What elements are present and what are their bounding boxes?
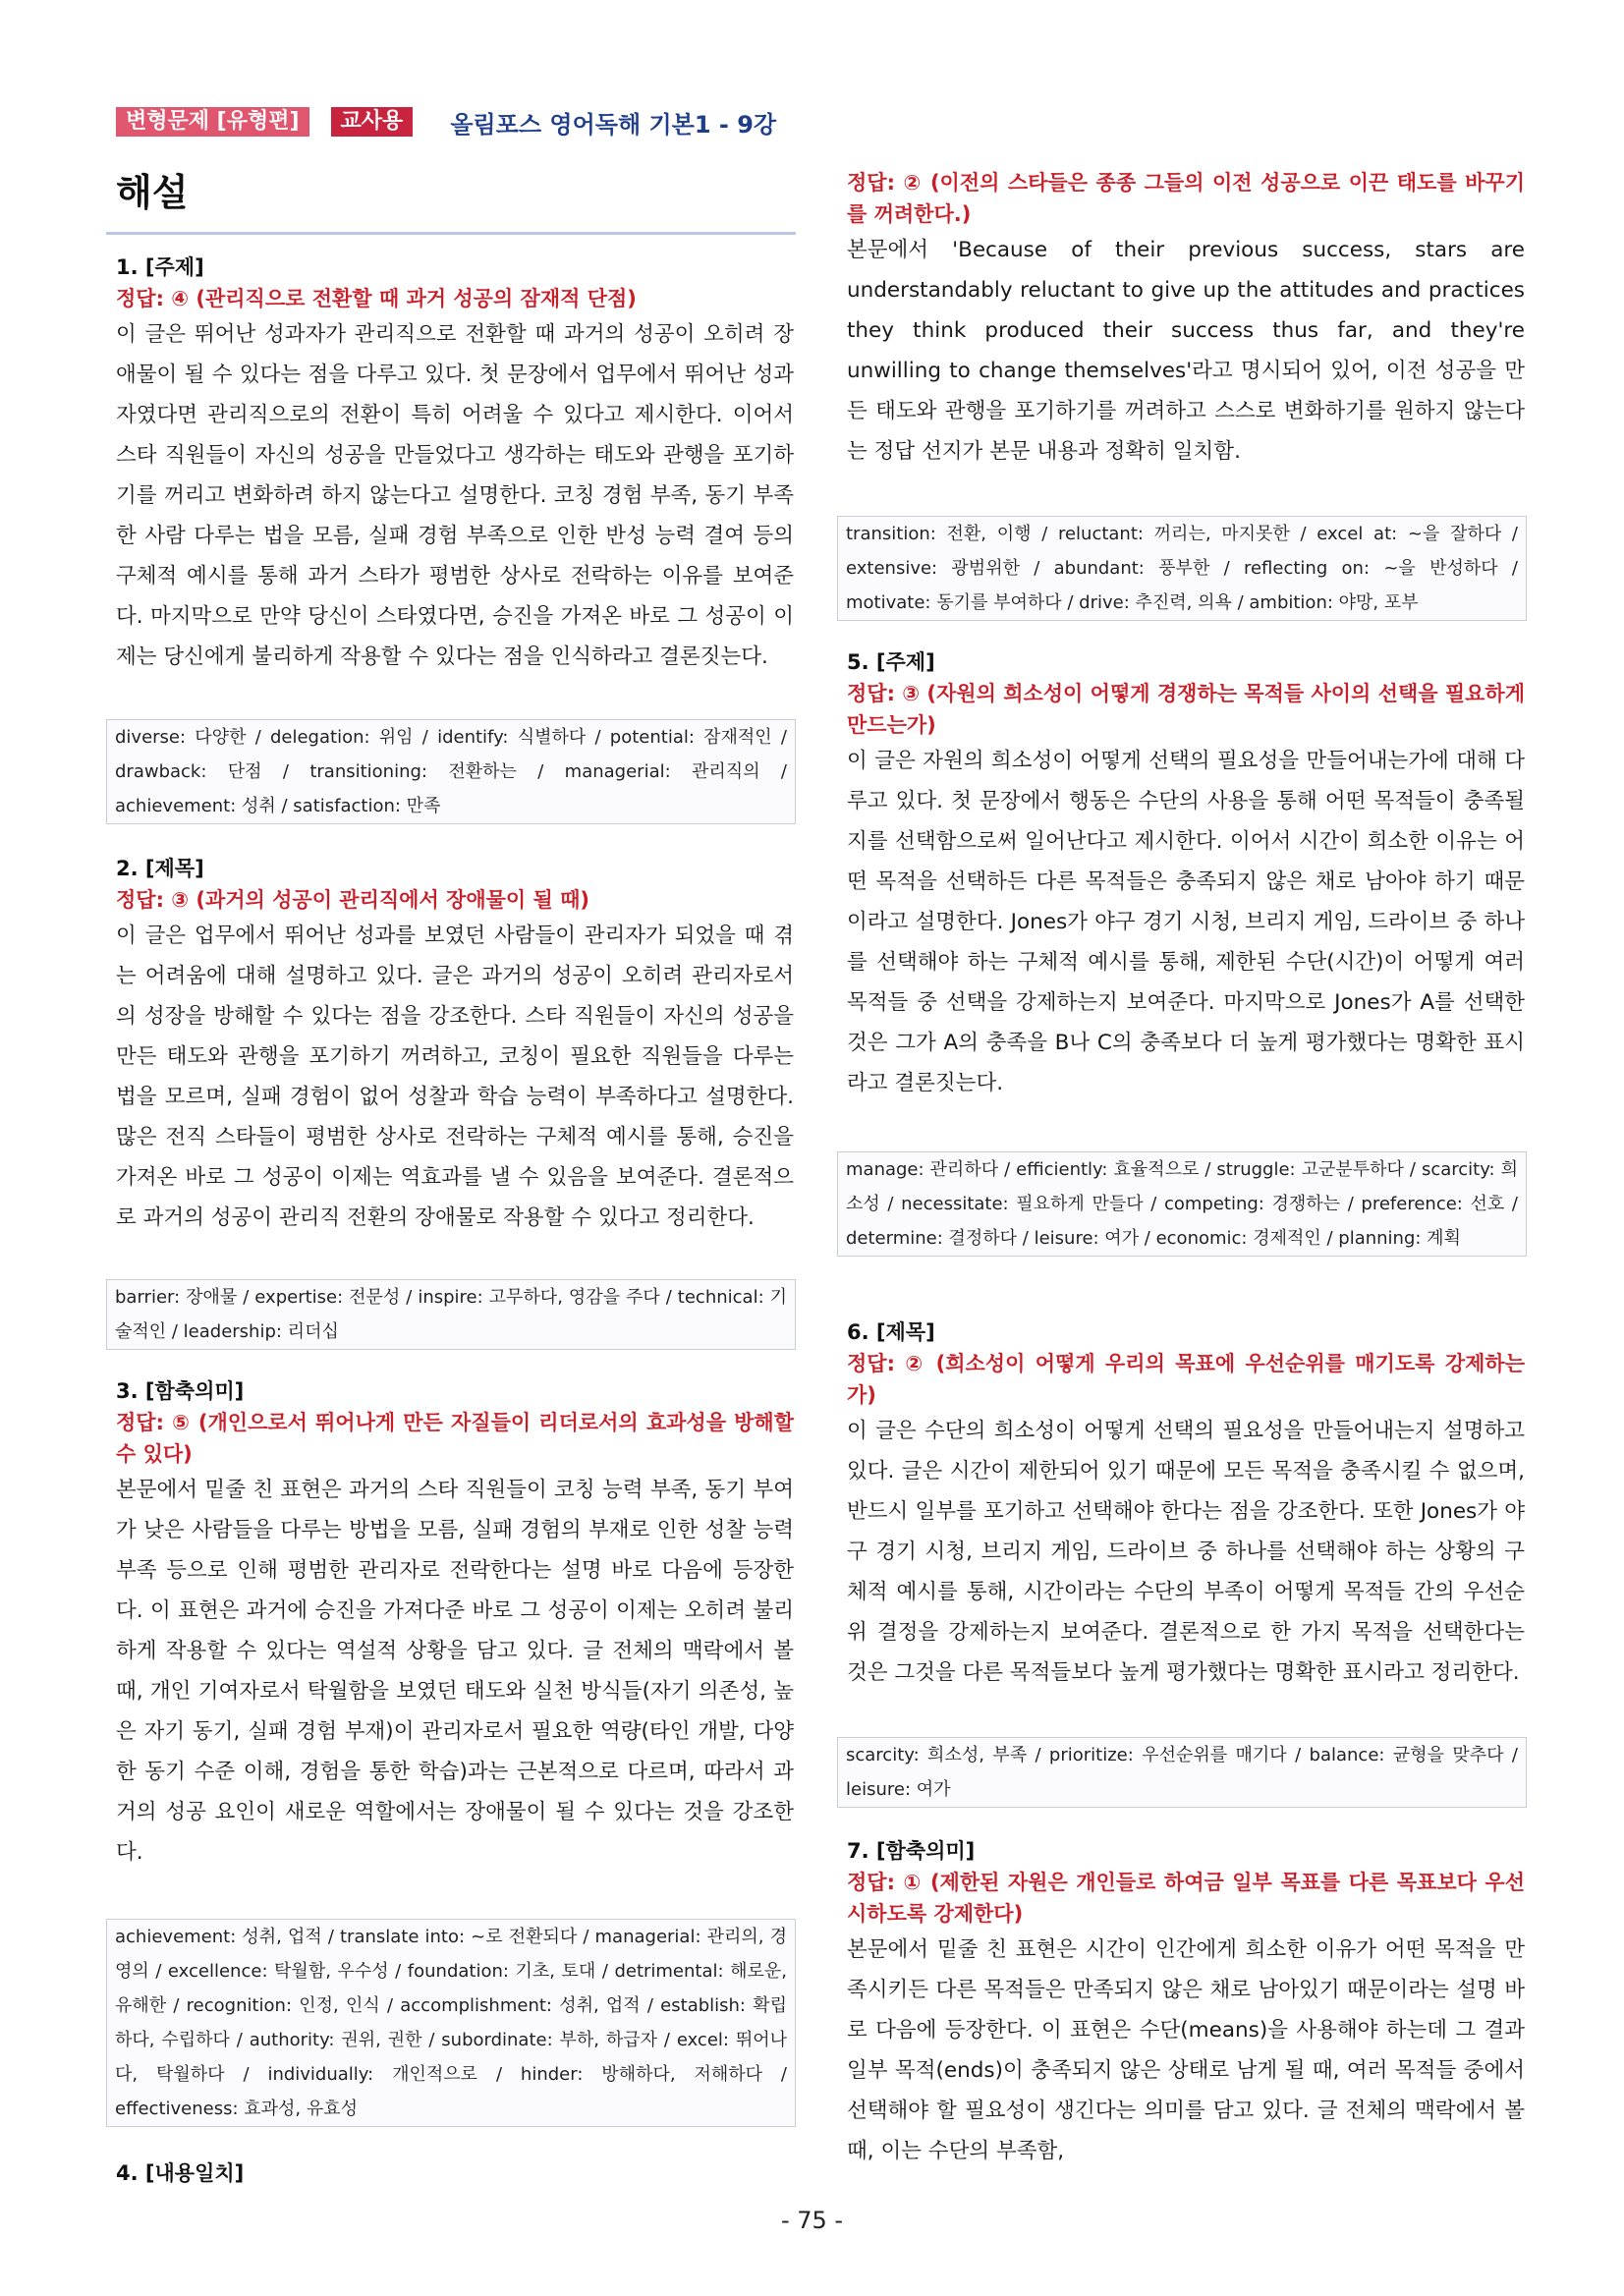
- explanation-text: 본문에서 'Because of their previous success, stars are understandably reluctant to give up the attitudes and practices they think produced their success thus far, and they're unwilling to change themselves'라고 명시되어 있어, 이전 성공을 만든 태도와 관행을 포기하기를 꺼려하고 스스로 변화하기를 원하지 않는다는 정답 선지가 본문 내용과 정확히 일치함.: [847, 238, 1525, 464]
- section-heading: 6. [제목]: [847, 1320, 935, 1344]
- section-heading: 3. [함축의미]: [116, 1379, 245, 1403]
- section-3: [116, 1375, 794, 1873]
- section-6: [847, 1316, 1525, 1693]
- answer-line: 정답: ④ (관리직으로 전환할 때 과거 성공의 잠재적 단점): [116, 287, 637, 310]
- section-1: [116, 252, 794, 677]
- answer-line: 정답: ③ (과거의 성공이 관리직에서 장애물이 될 때): [116, 888, 589, 912]
- book-title: 올림포스 영어독해 기본1 - 9강: [450, 110, 777, 139]
- title-divider: [106, 232, 796, 235]
- explanation-text: 이 글은 수단의 희소성이 어떻게 선택의 필요성을 만들어내는지 설명하고 있다. 글은 시간이 제한되어 있기 때문에 모든 목적을 충족시킬 수 없으며, 반드시 일부를 포기하고 선택해야 한다는 점을 강조한다. 또한 Jones가 야구 경기 시청, 브리지 게임, 드라이브 중 하나를 선택해야 하는 상황의 구체적 예시를 통해, 시간이라는 수단의 부족이 어떻게 목적들 간의 우선순위 결정을 강제하는지 보여준다. 결론적으로 한 가지 목적을 선택한다는 것은 그것을 다른 목적들보다 높게 평가했다는 명확한 표시라고 정리한다.: [847, 1419, 1525, 1685]
- explanation-text: 이 글은 업무에서 뛰어난 성과를 보였던 사람들이 관리자가 되었을 때 겪는 어려움에 대해 설명하고 있다. 글은 과거의 성공이 오히려 관리자로서의 성장을 방해할 수 있다는 점을 강조한다. 스타 직원들이 자신의 성공을 만든 태도와 관행을 포기하기 꺼려하고, 코칭이 필요한 직원들을 다루는 법을 모르며, 실패 경험이 없어 성찰과 학습 능력이 부족하다고 설명한다. 많은 전직 스타들이 평범한 상사로 전락하는 구체적 예시를 통해, 승진을 가져온 바로 그 성공이 이제는 역효과를 낼 수 있음을 보여준다. 결론적으로 과거의 성공이 관리직 전환의 장애물로 작용할 수 있다고 정리한다.: [116, 924, 794, 1230]
- page-number: - 75 -: [780, 2207, 844, 2234]
- explanation-text: 본문에서 밑줄 친 표현은 시간이 인간에게 희소한 이유가 어떤 목적을 만족시키든 다른 목적들은 만족되지 않은 채로 남아있기 때문이라는 설명 바로 다음에 등장한다. 이 표현은 수단(means)을 사용해야 하는데 그 결과 일부 목적(ends)이 충족되지 않은 상태로 남게 될 때, 여러 목적들 중에서 선택해야 할 필요성이 생긴다는 의미를 담고 있다. 글 전체의 맥락에서 볼 때, 이는 수단의 부족함,: [847, 1937, 1525, 2163]
- section-2: [116, 853, 794, 1238]
- answer-line: 정답: ② (희소성이 어떻게 우리의 목표에 우선순위를 매기도록 강제하는가): [847, 1352, 1525, 1407]
- teacher-tag: 교사용: [331, 107, 414, 137]
- explanation-text: 이 글은 뛰어난 성과자가 관리직으로 전환할 때 과거의 성공이 오히려 장애물이 될 수 있다는 점을 다루고 있다. 첫 문장에서 업무에서 뛰어난 성과자였다면 관리직으로의 전환이 특히 어려울 수 있다고 제시한다. 이어서 스타 직원들이 자신의 성공을 만들었다고 생각하는 태도와 관행을 포기하기를 꺼리고 변화하려 하지 않는다고 설명한다. 코칭 경험 부족, 동기 부족한 사람 다루는 법을 모름, 실패 경험 부족으로 인한 반성 능력 결여 등의 구체적 예시를 통해 과거 스타가 평범한 상사로 전락하는 이유를 보여준다. 마지막으로 만약 당신이 스타였다면, 승진을 가져온 바로 그 성공이 이제는 당신에게 불리하게 작용할 수 있다는 점을 인식하라고 결론짓는다.: [116, 322, 794, 669]
- vocab-box: manage: 관리하다 / efficiently: 효율적으로 / struggle: 고군분투하다 / scarcity: 희소성 / necessitate: 필요하게 만들다 / competing: 경쟁하는 / preference: 선호 / determine: 결정하다 / leisure: 여가 / economic: 경제적인 / planning: 계획: [837, 1151, 1527, 1257]
- explanation-text: 본문에서 밑줄 친 표현은 과거의 스타 직원들이 코칭 능력 부족, 동기 부여가 낮은 사람들을 다루는 방법을 모름, 실패 경험의 부재로 인한 성찰 능력 부족 등으로 인해 평범한 관리자로 전락한다는 설명 바로 다음에 등장한다. 이 표현은 과거에 승진을 가져다준 바로 그 성공이 이제는 오히려 불리하게 작용할 수 있다는 역설적 상황을 담고 있다. 글 전체의 맥락에서 볼 때, 개인 기여자로서 탁월함을 보였던 태도와 실천 방식들(자기 의존성, 높은 자기 동기, 실패 경험 부재)이 관리자로서 필요한 역량(타인 개발, 다양한 동기 수준 이해, 경험을 통한 학습)과는 근본적으로 다르며, 따라서 과거의 성공 요인이 새로운 역할에서는 장애물이 될 수 있다는 것을 강조한다.: [116, 1478, 794, 1865]
- vocab-box: diverse: 다양한 / delegation: 위임 / identify: 식별하다 / potential: 잠재적인 / drawback: 단점 / transitioning: 전환하는 / managerial: 관리직의 / achievement: 성취 / satisfaction: 만족: [106, 719, 796, 824]
- answer-line: 정답: ① (제한된 자원은 개인들로 하여금 일부 목표를 다른 목표보다 우선시하도록 강제한다): [847, 1871, 1525, 1926]
- section-4: [847, 167, 1525, 472]
- page-header: [116, 106, 776, 138]
- answer-line: 정답: ③ (자원의 희소성이 어떻게 경쟁하는 목적들 사이의 선택을 필요하게 만드는가): [847, 682, 1525, 737]
- vocab-box: scarcity: 희소성, 부족 / prioritize: 우선순위를 매기다 / balance: 균형을 맞추다 / leisure: 여가: [837, 1737, 1527, 1808]
- section-heading: 4. [내용일치]: [116, 2161, 245, 2185]
- vocab-box: achievement: 성취, 업적 / translate into: ~로 전환되다 / managerial: 관리의, 경영의 / excellence: 탁월함, 우수성 / foundation: 기초, 토대 / detrimental: 해로운, 유해한 / recognition: 인정, 인식 / accomplishment: 성취, 업적 / establish: 확립하다, 수립하다 / authority: 권위, 권한 / subordinate: 부하, 하급자 / excel: 뛰어나다, 탁월하다 / individually: 개인적으로 / hinder: 방해하다, 저해하다 / effectiveness: 효과성, 유효성: [106, 1919, 796, 2127]
- section-heading: 7. [함축의미]: [847, 1839, 976, 1863]
- section-heading: 2. [제목]: [116, 857, 204, 880]
- page-title: 해설: [116, 171, 189, 214]
- section-4-heading: [116, 2157, 794, 2189]
- answer-line: 정답: ⑤ (개인으로서 뛰어나게 만든 자질들이 리더로서의 효과성을 방해할 수 있다): [116, 1411, 794, 1466]
- section-heading: 1. [주제]: [116, 255, 204, 279]
- vocab-box: barrier: 장애물 / expertise: 전문성 / inspire: 고무하다, 영감을 주다 / technical: 기술적인 / leadership: 리더십: [106, 1279, 796, 1350]
- vocab-box: transition: 전환, 이행 / reluctant: 꺼리는, 마지못한 / excel at: ~을 잘하다 / extensive: 광범위한 / abundant: 풍부한 / reflecting on: ~을 반성하다 / motivate: 동기를 부여하다 / drive: 추진력, 의욕 / ambition: 야망, 포부: [837, 516, 1527, 621]
- section-heading: 5. [주제]: [847, 650, 935, 674]
- answer-line: 정답: ② (이전의 스타들은 종종 그들의 이전 성공으로 이끈 태도를 바꾸기를 꺼려한다.): [847, 171, 1525, 226]
- section-5: [847, 646, 1525, 1103]
- section-7: [847, 1835, 1525, 2171]
- category-tag: 변형문제 [유형편]: [116, 107, 309, 137]
- explanation-text: 이 글은 자원의 희소성이 어떻게 선택의 필요성을 만들어내는가에 대해 다루고 있다. 첫 문장에서 행동은 수단의 사용을 통해 어떤 목적들이 충족될지를 선택함으로써 일어난다고 제시한다. 이어서 시간이 희소한 이유는 어떤 목적을 선택하든 다른 목적들은 충족되지 않은 채로 남아야 하기 때문이라고 설명한다. Jones가 야구 경기 시청, 브리지 게임, 드라이브 중 하나를 선택해야 하는 구체적 예시를 통해, 제한된 수단(시간)이 어떻게 여러 목적들 중 선택을 강제하는지 보여준다. 마지막으로 Jones가 A를 선택한 것은 그가 A의 충족을 B나 C의 충족보다 더 높게 평가했다는 명확한 표시라고 결론짓는다.: [847, 749, 1525, 1095]
